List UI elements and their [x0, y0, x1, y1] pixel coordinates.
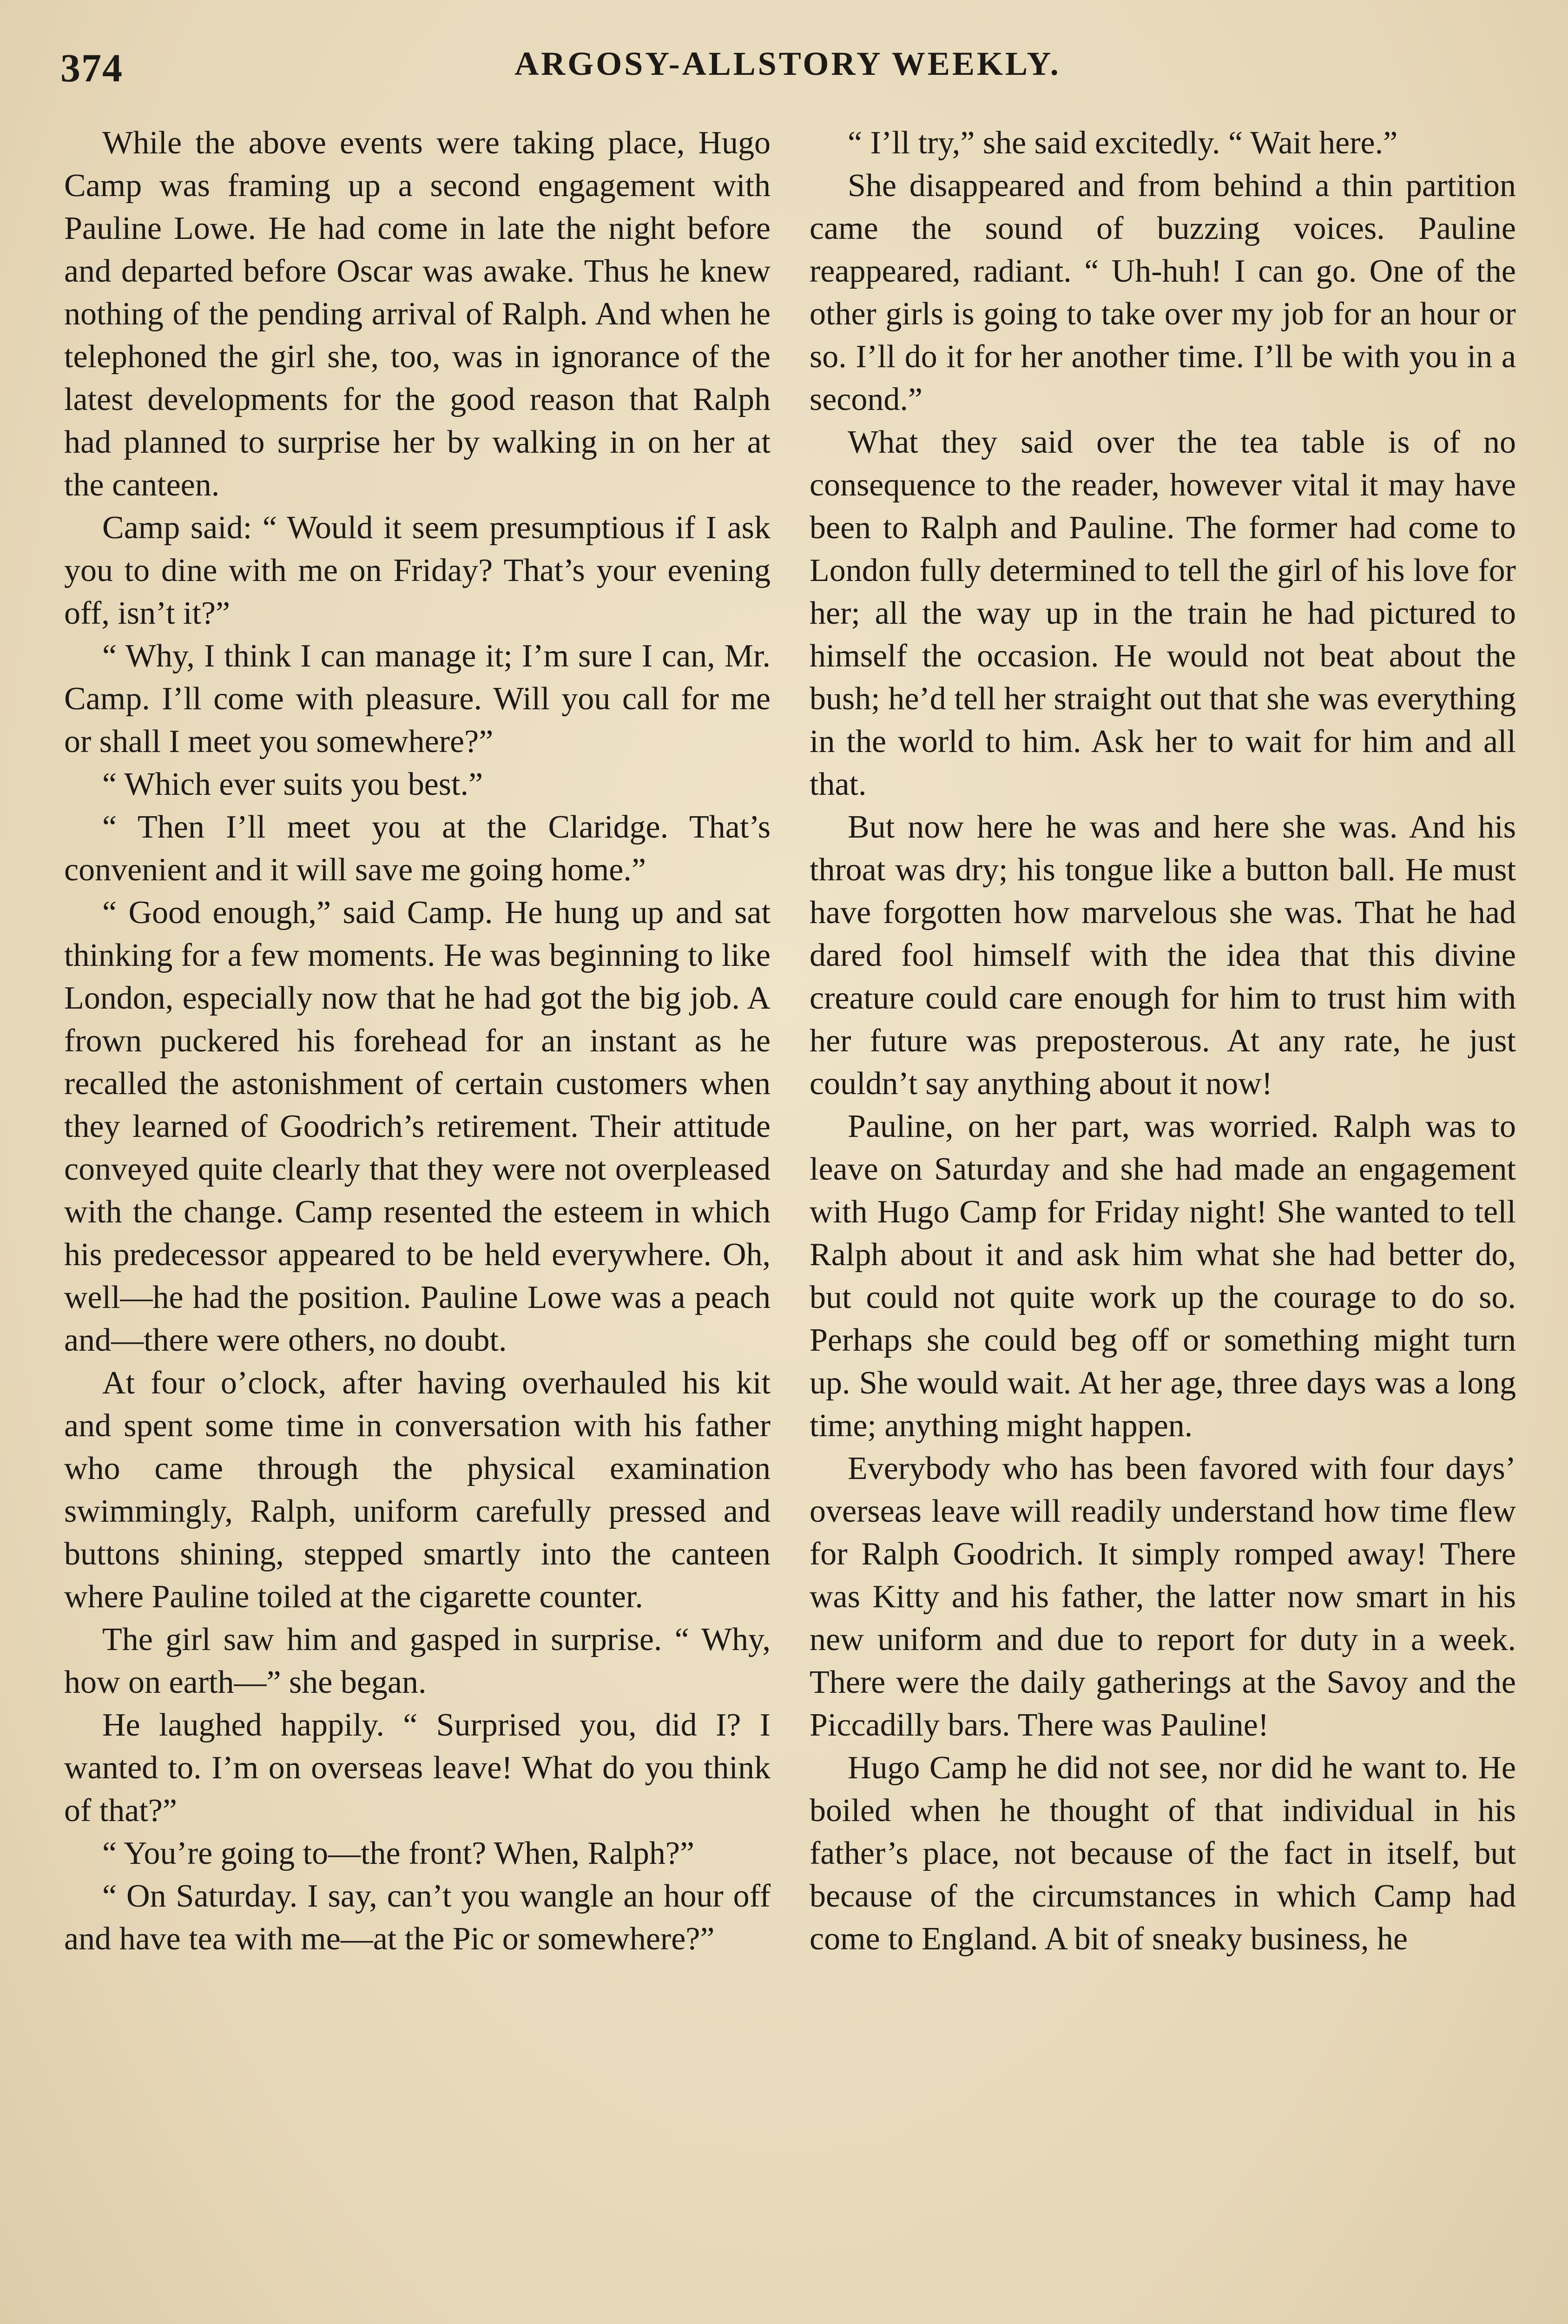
running-head: ARGOSY-ALLSTORY WEEKLY.	[514, 45, 1061, 82]
paragraph: But now here he was and here she was. And his throat was dry; his tongue like a button ball. He must have forgotten how marvelous she was. That he had dared fool himself with the idea that this divine creature could care enough for him to trust him with her future was preposterous. At any rate, he just couldn’t say anything about it now!	[810, 809, 1516, 1102]
paragraph: “ I’ll try,” she said excitedly. “ Wait here.”	[848, 125, 1398, 161]
paragraph: “ On Saturday. I say, can’t you wangle an hour off and have tea with me—at the Pic or somewhere?”	[64, 1878, 771, 1957]
paragraph: Camp said: “ Would it seem presumptious if I ask you to dine with me on Friday? That’s your evening off, isn’t it?”	[64, 510, 771, 631]
paragraph: Hugo Camp he did not see, nor did he want to. He boiled when he thought of that individual in his father’s place, not because of the fact in itself, but because of the circumstances in which Camp had come to England. A bit of sneaky business, he	[810, 1750, 1516, 1957]
paragraph: Pauline, on her part, was worried. Ralph was to leave on Saturday and she had made an engagement with Hugo Camp for Friday night! She wanted to tell Ralph about it and ask him what she had better do, but could not quite work up the courage to do so. Perhaps she could beg off or something might turn up. She would wait. At her age, three days was a long time; anything might happen.	[810, 1109, 1516, 1444]
paragraph: Everybody who has been favored with four days’ overseas leave will readily understand how time flew for Ralph Goodrich. It simply romped away! There was Kitty and his father, the latter now smart in his new uniform and due to report for duty in a week. There were the daily gatherings at the Savoy and the Piccadilly bars. There was Pauline!	[810, 1451, 1516, 1743]
paragraph: What they said over the tea table is of no consequence to the reader, however vital it may have been to Ralph and Pauline. The former had come to London fully determined to tell the girl of his love for her; all the way up in the train he had pictured to himself the occasion. He would not beat about the bush; he’d tell her straight out that she was everything in the world to him. Ask her to wait for him and all that.	[810, 424, 1516, 802]
paragraph: “ Which ever suits you best.”	[102, 766, 483, 802]
paragraph: While the above events were taking place, Hugo Camp was framing up a second engagement with Pauline Lowe. He had come in late the night before and departed before Oscar was awake. Thus he knew nothing of the pending arrival of Ralph. And when he telephoned the girl she, too, was in ignorance of the latest developments for the good reason that Ralph had planned to surprise her by walking in on her at the canteen.	[64, 125, 771, 503]
paragraph: “ Then I’ll meet you at the Claridge. That’s convenient and it will save me going home.”	[64, 809, 771, 888]
paragraph: “ Good enough,” said Camp. He hung up and sat thinking for a few moments. He was beginning to like London, especially now that he had got the big job. A frown puckered his forehead for an instant as he recalled the astonishment of certain customers when they learned of Goodrich’s retirement. Their attitude conveyed quite clearly that they were not overpleased with the change. Camp resented the esteem in which his predecessor appeared to be held everywhere. Oh, well—he had the position. Pauline Lowe was a peach and—there were others, no doubt.	[64, 895, 771, 1358]
page-number: 374	[60, 46, 123, 90]
right-column	[810, 122, 1516, 1961]
paragraph: “ Why, I think I can manage it; I’m sure I can, Mr. Camp. I’ll come with pleasure. Will you call for me or shall I meet you somewhere?”	[64, 638, 771, 759]
paragraph: At four o’clock, after having overhauled his kit and spent some time in conversation with his father who came through the physical examination swimmingly, Ralph, uniform carefully pressed and buttons shining, stepped smartly into the canteen where Pauline toiled at the cigarette counter.	[64, 1365, 771, 1615]
paragraph: “ You’re going to—the front? When, Ralph?”	[102, 1835, 694, 1871]
paragraph: She disappeared and from behind a thin partition came the sound of buzzing voices. Pauline reappeared, radiant. “ Uh-huh! I can go. One of the other girls is going to take over my job for an hour or so. I’ll do it for her another time. I’ll be with you in a second.”	[810, 168, 1516, 417]
left-column	[64, 122, 771, 1961]
paragraph: The girl saw him and gasped in surprise. “ Why, how on earth—” she began.	[64, 1622, 771, 1700]
page-header	[60, 45, 1515, 96]
paragraph: He laughed happily. “ Surprised you, did I? I wanted to. I’m on overseas leave! What do you think of that?”	[64, 1707, 771, 1829]
